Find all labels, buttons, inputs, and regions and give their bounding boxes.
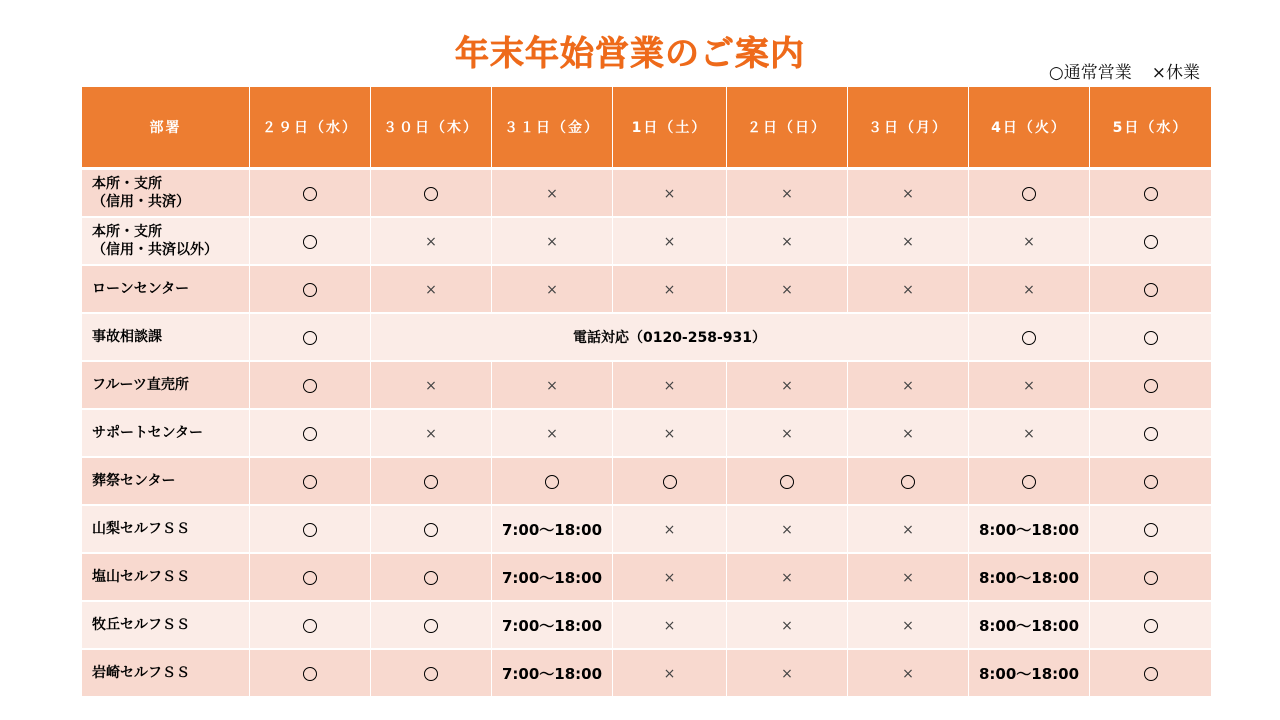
status-open — [1090, 170, 1211, 218]
closed-cross-icon: × — [546, 378, 558, 394]
closed-cross-icon: × — [902, 618, 914, 634]
header-day: 4日（火） — [969, 87, 1090, 170]
closed-cross-icon: × — [425, 426, 437, 442]
status-closed — [969, 410, 1090, 458]
open-circle-icon — [901, 475, 915, 489]
status-closed — [371, 266, 492, 314]
table-row — [82, 170, 1211, 218]
open-circle-icon — [1022, 187, 1036, 201]
closed-cross-icon: × — [546, 234, 558, 250]
status-open — [250, 362, 371, 410]
status-closed — [613, 410, 727, 458]
status-closed — [727, 554, 848, 602]
closed-cross-icon: × — [663, 666, 676, 682]
table-row — [82, 362, 1211, 410]
status-open — [1090, 602, 1211, 650]
status-closed — [371, 218, 492, 266]
closed-cross-icon: × — [663, 234, 676, 250]
business-hours: 7:00～18:00 — [492, 602, 613, 650]
status-closed — [613, 506, 727, 554]
status-closed — [848, 410, 969, 458]
open-circle-icon — [303, 379, 317, 393]
status-closed — [969, 218, 1090, 266]
status-closed — [727, 170, 848, 218]
legend-closed: ×休業 — [1151, 63, 1200, 83]
closed-cross-icon: × — [781, 378, 793, 394]
table-row — [82, 458, 1211, 506]
department-name — [82, 170, 250, 218]
closed-cross-icon: × — [546, 282, 558, 298]
closed-cross-icon: × — [1023, 378, 1035, 394]
department-line: 山梨セルフＳＳ — [92, 521, 190, 537]
status-closed — [613, 602, 727, 650]
status-open — [250, 506, 371, 554]
status-open — [250, 218, 371, 266]
closed-cross-icon: × — [781, 666, 793, 682]
closed-cross-icon: × — [781, 282, 793, 298]
status-open — [371, 554, 492, 602]
department-name — [82, 554, 250, 602]
status-open — [250, 266, 371, 314]
department-line: 岩崎セルフＳＳ — [92, 665, 190, 681]
status-open — [250, 410, 371, 458]
open-circle-icon — [545, 475, 559, 489]
business-hours: 8:00～18:00 — [969, 650, 1090, 698]
open-circle-icon — [303, 523, 317, 537]
status-closed — [727, 266, 848, 314]
status-closed — [848, 554, 969, 602]
status-closed — [492, 170, 613, 218]
status-closed — [848, 362, 969, 410]
status-open — [1090, 362, 1211, 410]
status-closed — [969, 362, 1090, 410]
status-closed — [969, 266, 1090, 314]
closed-cross-icon: × — [663, 618, 676, 634]
open-circle-icon — [303, 235, 317, 249]
status-closed — [613, 170, 727, 218]
status-closed — [727, 218, 848, 266]
open-circle-icon — [424, 667, 438, 681]
open-circle-icon — [424, 475, 438, 489]
header-day: ３日（月） — [848, 87, 969, 170]
status-closed — [727, 602, 848, 650]
open-circle-icon — [1144, 235, 1158, 249]
department-line: 本所・支所 — [92, 224, 162, 240]
status-closed — [848, 650, 969, 698]
business-hours: 8:00～18:00 — [969, 554, 1090, 602]
table-row — [82, 506, 1211, 554]
department-name — [82, 410, 250, 458]
closed-cross-icon: × — [425, 282, 437, 298]
status-open — [1090, 650, 1211, 698]
department-line: サポートセンター — [92, 425, 204, 441]
status-closed — [613, 362, 727, 410]
open-circle-icon — [1144, 619, 1158, 633]
status-open — [848, 458, 969, 506]
department-name — [82, 314, 250, 362]
department-name — [82, 650, 250, 698]
header-day: ３０日（木） — [371, 87, 492, 170]
open-circle-icon — [303, 331, 317, 345]
closed-cross-icon: × — [781, 522, 793, 538]
status-open — [250, 554, 371, 602]
status-closed — [613, 266, 727, 314]
status-closed — [492, 410, 613, 458]
status-open — [969, 314, 1090, 362]
status-closed — [727, 650, 848, 698]
business-hours: 7:00～18:00 — [492, 650, 613, 698]
closed-cross-icon: × — [663, 522, 676, 538]
closed-cross-icon: × — [902, 426, 914, 442]
open-circle-icon — [303, 619, 317, 633]
header-department: 部署 — [82, 87, 250, 170]
status-closed — [371, 410, 492, 458]
department-line: 本所・支所 — [92, 176, 162, 192]
closed-cross-icon: × — [425, 378, 437, 394]
closed-cross-icon: × — [546, 426, 558, 442]
status-open — [250, 458, 371, 506]
table-row — [82, 266, 1211, 314]
business-hours: 7:00～18:00 — [492, 554, 613, 602]
table-row — [82, 218, 1211, 266]
header-day: ２９日（水） — [250, 87, 371, 170]
status-open — [250, 650, 371, 698]
open-circle-icon — [1022, 475, 1036, 489]
status-open — [250, 314, 371, 362]
open-circle-icon — [303, 571, 317, 585]
status-open — [613, 458, 727, 506]
header-day: ２日（日） — [727, 87, 848, 170]
department-line: ローンセンター — [92, 281, 190, 297]
status-open — [1090, 506, 1211, 554]
status-open — [1090, 554, 1211, 602]
closed-cross-icon: × — [781, 426, 793, 442]
open-circle-icon — [1144, 427, 1158, 441]
status-open — [1090, 266, 1211, 314]
open-circle-icon — [1144, 523, 1158, 537]
status-open — [371, 506, 492, 554]
closed-cross-icon: × — [663, 186, 676, 202]
open-circle-icon — [1144, 475, 1158, 489]
status-open — [1090, 314, 1211, 362]
open-circle-icon — [1022, 331, 1036, 345]
status-open — [969, 458, 1090, 506]
open-circle-icon — [303, 475, 317, 489]
status-open — [969, 170, 1090, 218]
open-circle-icon — [1144, 283, 1158, 297]
status-open — [727, 458, 848, 506]
status-closed — [727, 410, 848, 458]
department-line: （信用・共済以外） — [92, 242, 218, 258]
department-name — [82, 506, 250, 554]
table-row — [82, 602, 1211, 650]
business-hours: 8:00～18:00 — [969, 602, 1090, 650]
department-name — [82, 362, 250, 410]
status-closed — [371, 362, 492, 410]
table-row — [82, 410, 1211, 458]
closed-cross-icon: × — [663, 426, 676, 442]
status-closed — [727, 506, 848, 554]
table-row — [82, 650, 1211, 698]
open-circle-icon — [424, 187, 438, 201]
open-circle-icon — [1144, 379, 1158, 393]
status-closed — [613, 554, 727, 602]
department-line: 事故相談課 — [92, 329, 162, 345]
closed-cross-icon: × — [425, 234, 437, 250]
open-circle-icon — [1144, 571, 1158, 585]
schedule-table — [82, 87, 1211, 698]
status-open — [371, 458, 492, 506]
department-name — [82, 602, 250, 650]
closed-cross-icon: × — [781, 570, 793, 586]
closed-cross-icon: × — [902, 522, 914, 538]
business-hours: 7:00～18:00 — [492, 506, 613, 554]
status-open — [371, 170, 492, 218]
open-circle-icon — [1144, 331, 1158, 345]
open-circle-icon — [1144, 187, 1158, 201]
status-open — [250, 602, 371, 650]
status-closed — [492, 362, 613, 410]
open-circle-icon — [303, 187, 317, 201]
header-day: 5日（水） — [1090, 87, 1211, 170]
status-closed — [492, 218, 613, 266]
status-open — [371, 650, 492, 698]
status-closed — [848, 602, 969, 650]
closed-cross-icon: × — [1023, 234, 1035, 250]
open-circle-icon — [303, 667, 317, 681]
department-line: フルーツ直売所 — [92, 377, 189, 393]
legend-open: ○通常営業 — [1048, 63, 1132, 83]
department-line: 塩山セルフＳＳ — [92, 569, 190, 585]
phone-notice: 電話対応（0120-258-931） — [371, 314, 969, 362]
closed-cross-icon: × — [902, 186, 914, 202]
open-circle-icon — [303, 427, 317, 441]
page-title: 年末年始営業のご案内 — [455, 34, 805, 74]
department-name — [82, 458, 250, 506]
status-open — [1090, 410, 1211, 458]
status-closed — [848, 218, 969, 266]
department-line: 牧丘セルフＳＳ — [92, 617, 190, 633]
closed-cross-icon: × — [546, 186, 558, 202]
open-circle-icon — [424, 571, 438, 585]
closed-cross-icon: × — [663, 282, 676, 298]
closed-cross-icon: × — [902, 666, 914, 682]
open-circle-icon — [663, 475, 677, 489]
business-hours: 8:00～18:00 — [969, 506, 1090, 554]
status-open — [1090, 218, 1211, 266]
header-day: 1日（土） — [613, 87, 727, 170]
closed-cross-icon: × — [781, 618, 793, 634]
table-row — [82, 314, 1211, 362]
closed-cross-icon: × — [1023, 426, 1035, 442]
closed-cross-icon: × — [902, 378, 914, 394]
open-circle-icon — [424, 619, 438, 633]
department-line: （信用・共済） — [92, 194, 190, 210]
header-day: ３１日（金） — [492, 87, 613, 170]
status-open — [492, 458, 613, 506]
department-line: 葬祭センター — [92, 473, 176, 489]
closed-cross-icon: × — [781, 186, 793, 202]
status-open — [250, 170, 371, 218]
status-closed — [613, 218, 727, 266]
status-closed — [727, 362, 848, 410]
closed-cross-icon: × — [781, 234, 793, 250]
legend — [1049, 58, 1200, 83]
department-name — [82, 218, 250, 266]
open-circle-icon — [424, 523, 438, 537]
header-row — [82, 87, 1211, 170]
open-circle-icon — [1144, 667, 1158, 681]
status-closed — [848, 266, 969, 314]
closed-cross-icon: × — [902, 234, 914, 250]
status-open — [1090, 458, 1211, 506]
department-name — [82, 266, 250, 314]
status-closed — [492, 266, 613, 314]
closed-cross-icon: × — [663, 378, 676, 394]
closed-cross-icon: × — [1023, 282, 1035, 298]
closed-cross-icon: × — [902, 570, 914, 586]
status-closed — [848, 506, 969, 554]
open-circle-icon — [780, 475, 794, 489]
open-circle-icon — [303, 283, 317, 297]
status-closed — [848, 170, 969, 218]
closed-cross-icon: × — [902, 282, 914, 298]
status-closed — [613, 650, 727, 698]
closed-cross-icon: × — [663, 570, 676, 586]
status-open — [371, 602, 492, 650]
table-row — [82, 554, 1211, 602]
